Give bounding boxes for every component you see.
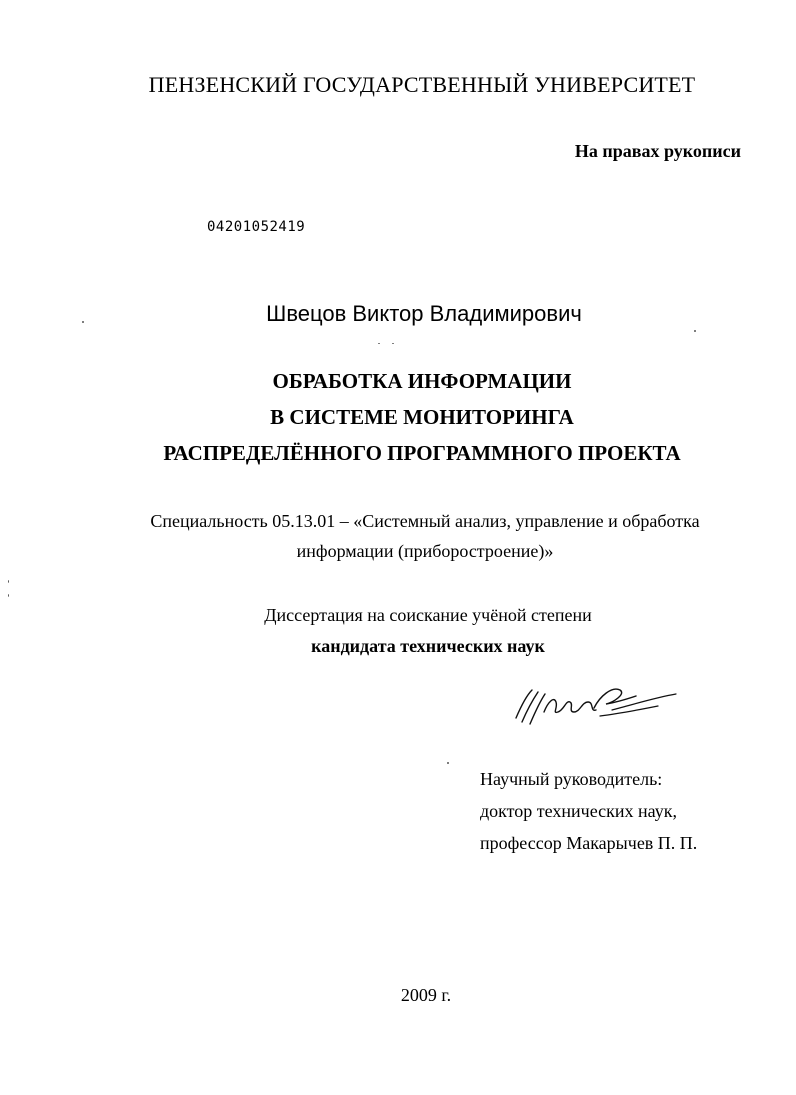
inventory-number: 04201052419 <box>207 219 306 235</box>
specialty-line-1: Специальность 05.13.01 – «Системный анализ, управление и обработка <box>150 511 700 531</box>
manuscript-note: На правах рукописи <box>574 141 741 161</box>
author-name: Швецов Виктор Владимирович <box>266 301 582 326</box>
specialty-line-2: информации (приборостроение)» <box>296 541 554 561</box>
advisor-degree: доктор технических наук, <box>480 801 677 821</box>
scan-speck <box>392 343 394 344</box>
thesis-title-line-2: В СИСТЕМЕ МОНИТОРИНГА <box>270 405 574 429</box>
scan-speck <box>8 594 9 597</box>
scan-speck <box>447 762 449 764</box>
scan-speck <box>82 321 84 323</box>
scan-speck <box>378 343 380 344</box>
degree-line-2: кандидата технических наук <box>311 636 545 656</box>
thesis-title-line-1: ОБРАБОТКА ИНФОРМАЦИИ <box>272 369 572 393</box>
advisor-name: профессор Макарычев П. П. <box>480 833 698 853</box>
degree-line-1: Диссертация на соискание учёной степени <box>264 605 592 625</box>
advisor-label: Научный руководитель: <box>480 769 663 789</box>
university-name: ПЕНЗЕНСКИЙ ГОСУДАРСТВЕННЫЙ УНИВЕРСИТЕТ <box>148 72 696 97</box>
scan-speck <box>8 580 9 583</box>
year: 2009 г. <box>400 985 452 1005</box>
scan-speck <box>694 330 696 332</box>
thesis-title-line-3: РАСПРЕДЕЛЁННОГО ПРОГРАММНОГО ПРОЕКТА <box>163 441 681 465</box>
handwritten-signature <box>508 672 688 732</box>
